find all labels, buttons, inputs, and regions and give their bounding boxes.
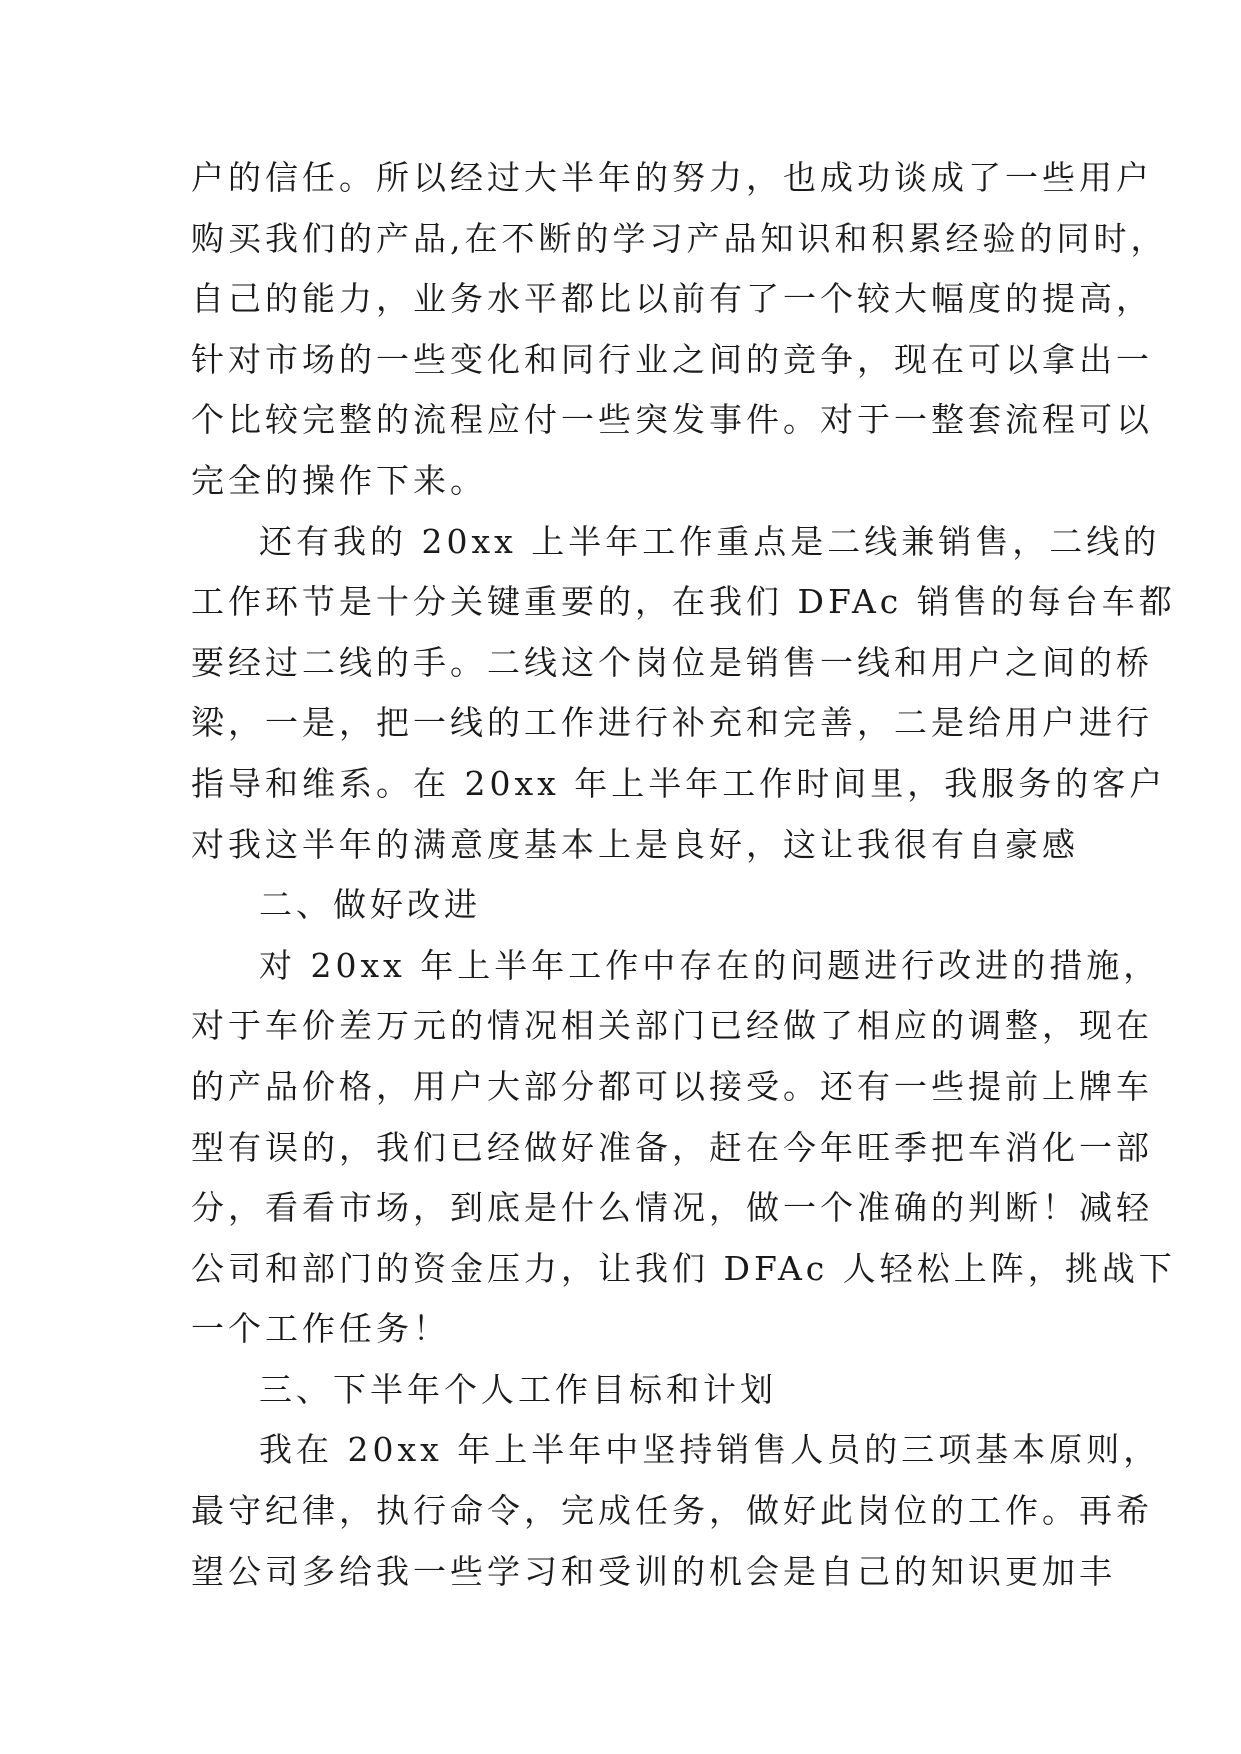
text-line: 自己的能力，业务水平都比以前有了一个较大幅度的提高， [191,279,1153,319]
text-line: 户的信任。所以经过大半年的努力，也成功谈成了一些用户 [191,158,1153,197]
text-line: 要经过二线的手。二线这个岗位是销售一线和用户之间的桥 [191,642,1153,682]
document-body [191,148,1176,1602]
text-line: 最守纪律，执行命令，完成任务，做好此岗位的工作。再希 [191,1491,1153,1531]
text-line: 对我这半年的满意度基本上是良好，这让我很有自豪感 [191,824,1079,864]
text-line: 工作环节是十分关键重要的，在我们 DFAc 销售的每台车都 [191,582,1176,622]
text-line: 一个工作任务！ [191,1309,450,1349]
text-line: 的产品价格，用户大部分都可以接受。还有一些提前上牌车 [191,1066,1153,1106]
text-line: 指导和维系。在 20xx 年上半年工作时间里，我服务的客户 [191,763,1167,803]
text-line: 完全的操作下来。 [191,460,487,500]
text-line: 三、下半年个人工作目标和计划 [259,1369,777,1409]
text-line: 公司和部门的资金压力，让我们 DFAc 人轻松上阵，挑战下 [191,1248,1176,1288]
text-line: 型有误的，我们已经做好准备，赶在今年旺季把车消化一部 [191,1127,1153,1167]
text-line: 购买我们的产品,在不断的学习产品知识和积累经验的同时， [191,218,1168,258]
text-line: 梁，一是，把一线的工作进行补充和完善，二是给用户进行 [191,703,1153,743]
text-line: 还有我的 20xx 上半年工作重点是二线兼销售，二线的 [259,521,1161,561]
text-line: 对 20xx 年上半年工作中存在的问题进行改进的措施， [259,945,1161,985]
text-line: 个比较完整的流程应付一些突发事件。对于一整套流程可以 [191,400,1153,440]
text-line: 二、做好改进 [259,885,481,925]
text-line: 我在 20xx 年上半年中坚持销售人员的三项基本原则， [259,1430,1161,1470]
text-line: 对于车价差万元的情况相关部门已经做了相应的调整，现在 [191,1006,1153,1046]
text-line: 针对市场的一些变化和同行业之间的竞争，现在可以拿出一 [191,339,1153,379]
text-line: 分，看看市场，到底是什么情况，做一个准确的判断！减轻 [191,1188,1153,1228]
text-line: 望公司多给我一些学习和受训的机会是自己的知识更加丰 [191,1551,1116,1591]
